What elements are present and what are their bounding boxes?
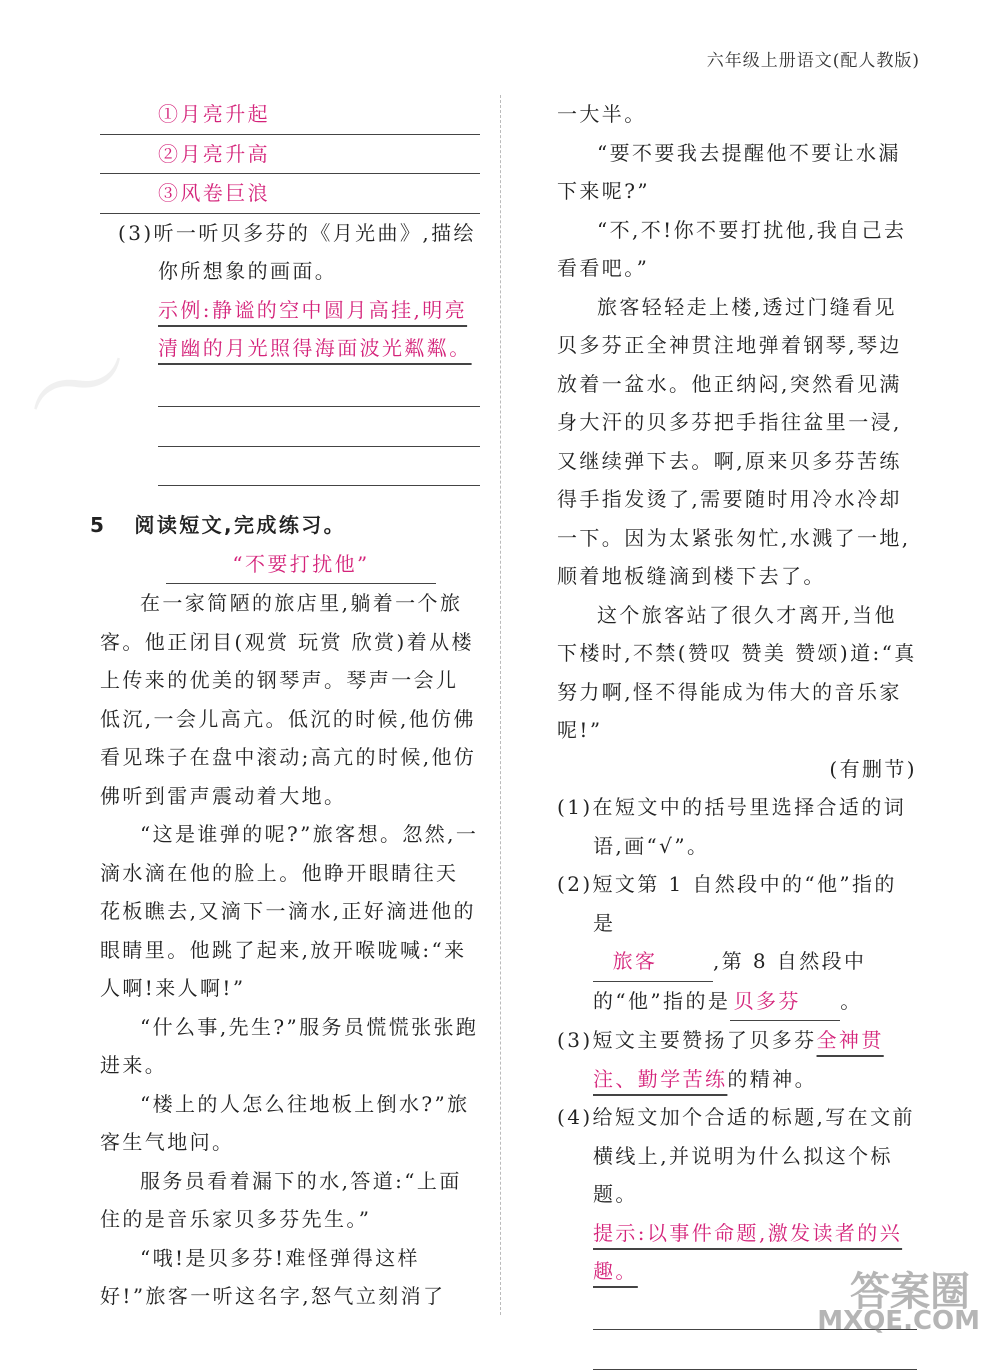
section-title: 阅读短文,完成练习。	[134, 513, 347, 537]
paragraph: “楼上的人怎么往地板上倒水?”旅客生气地问。	[100, 1091, 470, 1154]
right-column	[557, 95, 917, 1370]
answer-blank: 贝多芬	[730, 982, 840, 1022]
paragraph: “不,不!你不要打扰他,我自己去看看吧。”	[557, 217, 907, 280]
question-2	[557, 865, 917, 1021]
question-text: (3)短文主要赞扬了贝多芬	[557, 1028, 817, 1052]
answer-text: 提示:以事件命题,激发读者的兴趣。	[593, 1220, 903, 1283]
paragraph: 服务员看着漏下的水,答道:“上面住的是音乐家贝多芬先生。”	[100, 1168, 462, 1231]
answer-text: 示例:静谧的空中圆月高挂,明亮清幽的月光照得海面波光粼粼。	[158, 297, 472, 360]
site-logo	[800, 1260, 990, 1340]
question-text: 的精神。	[727, 1066, 818, 1091]
answer-blank: 旅客	[593, 942, 713, 982]
paragraph: 旅客轻轻走上楼,透过门缝看见贝多芬正全神贯注地弹着钢琴,琴边放着一盆水。他正纳闷,突然看见满身大汗的贝多芬把手指往盆里一浸,又继续弹下去。啊,原来贝多芬苦练得手指发烫了,需要随时用冷水冷却一下。因为太紧张匆忙,水溅了一地,顺着地板缝滴到楼下去了。	[557, 294, 911, 588]
section-heading	[90, 506, 480, 545]
paragraph: “什么事,先生?”服务员慌慌张张跑进来。	[100, 1014, 479, 1077]
section-number: 5	[90, 513, 107, 537]
paragraph: “哦!是贝多芬!难怪弹得这样好!”旅客一听这名字,怒气立刻消了	[100, 1245, 446, 1308]
logo-text: 答案圈	[850, 1269, 970, 1315]
paragraph: 在一家简陋的旅店里,躺着一个旅客。他正闭目(观赏 玩赏 欣赏)着从楼上传来的优美的钢琴声。琴声一会儿低沉,一会儿高亢。低沉的时候,他仿佛看见珠子在盘中滚动;高亢的时候,他仿佛听到雷声震动着大地。	[100, 591, 477, 808]
abridged-note: (有删节)	[829, 756, 917, 781]
paragraph: 这个旅客站了很久才离开,当他下楼时,不禁(赞叹 赞美 赞颂)道:“真努力啊,怪不得能成为伟大的音乐家呢!”	[557, 602, 917, 742]
story-title: “不要打扰他”	[166, 545, 436, 585]
blank-line	[158, 447, 480, 487]
question-3	[557, 1021, 917, 1098]
question-3: (3)听一听贝多芬的《月光曲》,描绘你所想象的画面。	[118, 220, 476, 283]
paragraph: “这是谁弹的呢?”旅客想。忽然,一滴水滴在他的脸上。他睁开眼睛往天花板瞧去,又滴下一滴水,正好滴进他的眼睛里。他跳了起来,放开喉咙喊:“来人啊!来人啊!”	[100, 822, 479, 1000]
page-header: 六年级上册语文(配人教版)	[706, 51, 920, 71]
question-3-answer	[100, 291, 480, 368]
question-4: (4)给短文加个合适的标题,写在文前横线上,并说明为什么拟这个标题。	[557, 1105, 915, 1206]
paragraph: “要不要我去提醒他不要让水漏下来呢?”	[557, 140, 901, 203]
column-divider	[500, 95, 501, 1315]
question-text: (2)短文第 1 自然段中的“他”指的是	[557, 872, 897, 935]
answer-item-1: ①月亮升起	[100, 95, 480, 135]
blank-line	[158, 368, 480, 408]
question-text: 。	[840, 988, 863, 1013]
answer-item-3: ③风卷巨浪	[100, 174, 480, 214]
paragraph: 一大半。	[557, 102, 647, 126]
left-column	[90, 95, 480, 1316]
answer-item-2: ②月亮升高	[100, 135, 480, 175]
answer-blank: 全神贯注、勤学苦练	[593, 1028, 884, 1091]
question-text: ,第 8 自然段中的“他”指的是	[593, 949, 867, 1013]
background-watermark: 〜	[1, 305, 156, 469]
logo-url: MXQE.COM	[817, 1306, 980, 1336]
blank-line	[158, 407, 480, 447]
question-1: (1)在短文中的括号里选择合适的词语,画“√”。	[557, 795, 907, 858]
